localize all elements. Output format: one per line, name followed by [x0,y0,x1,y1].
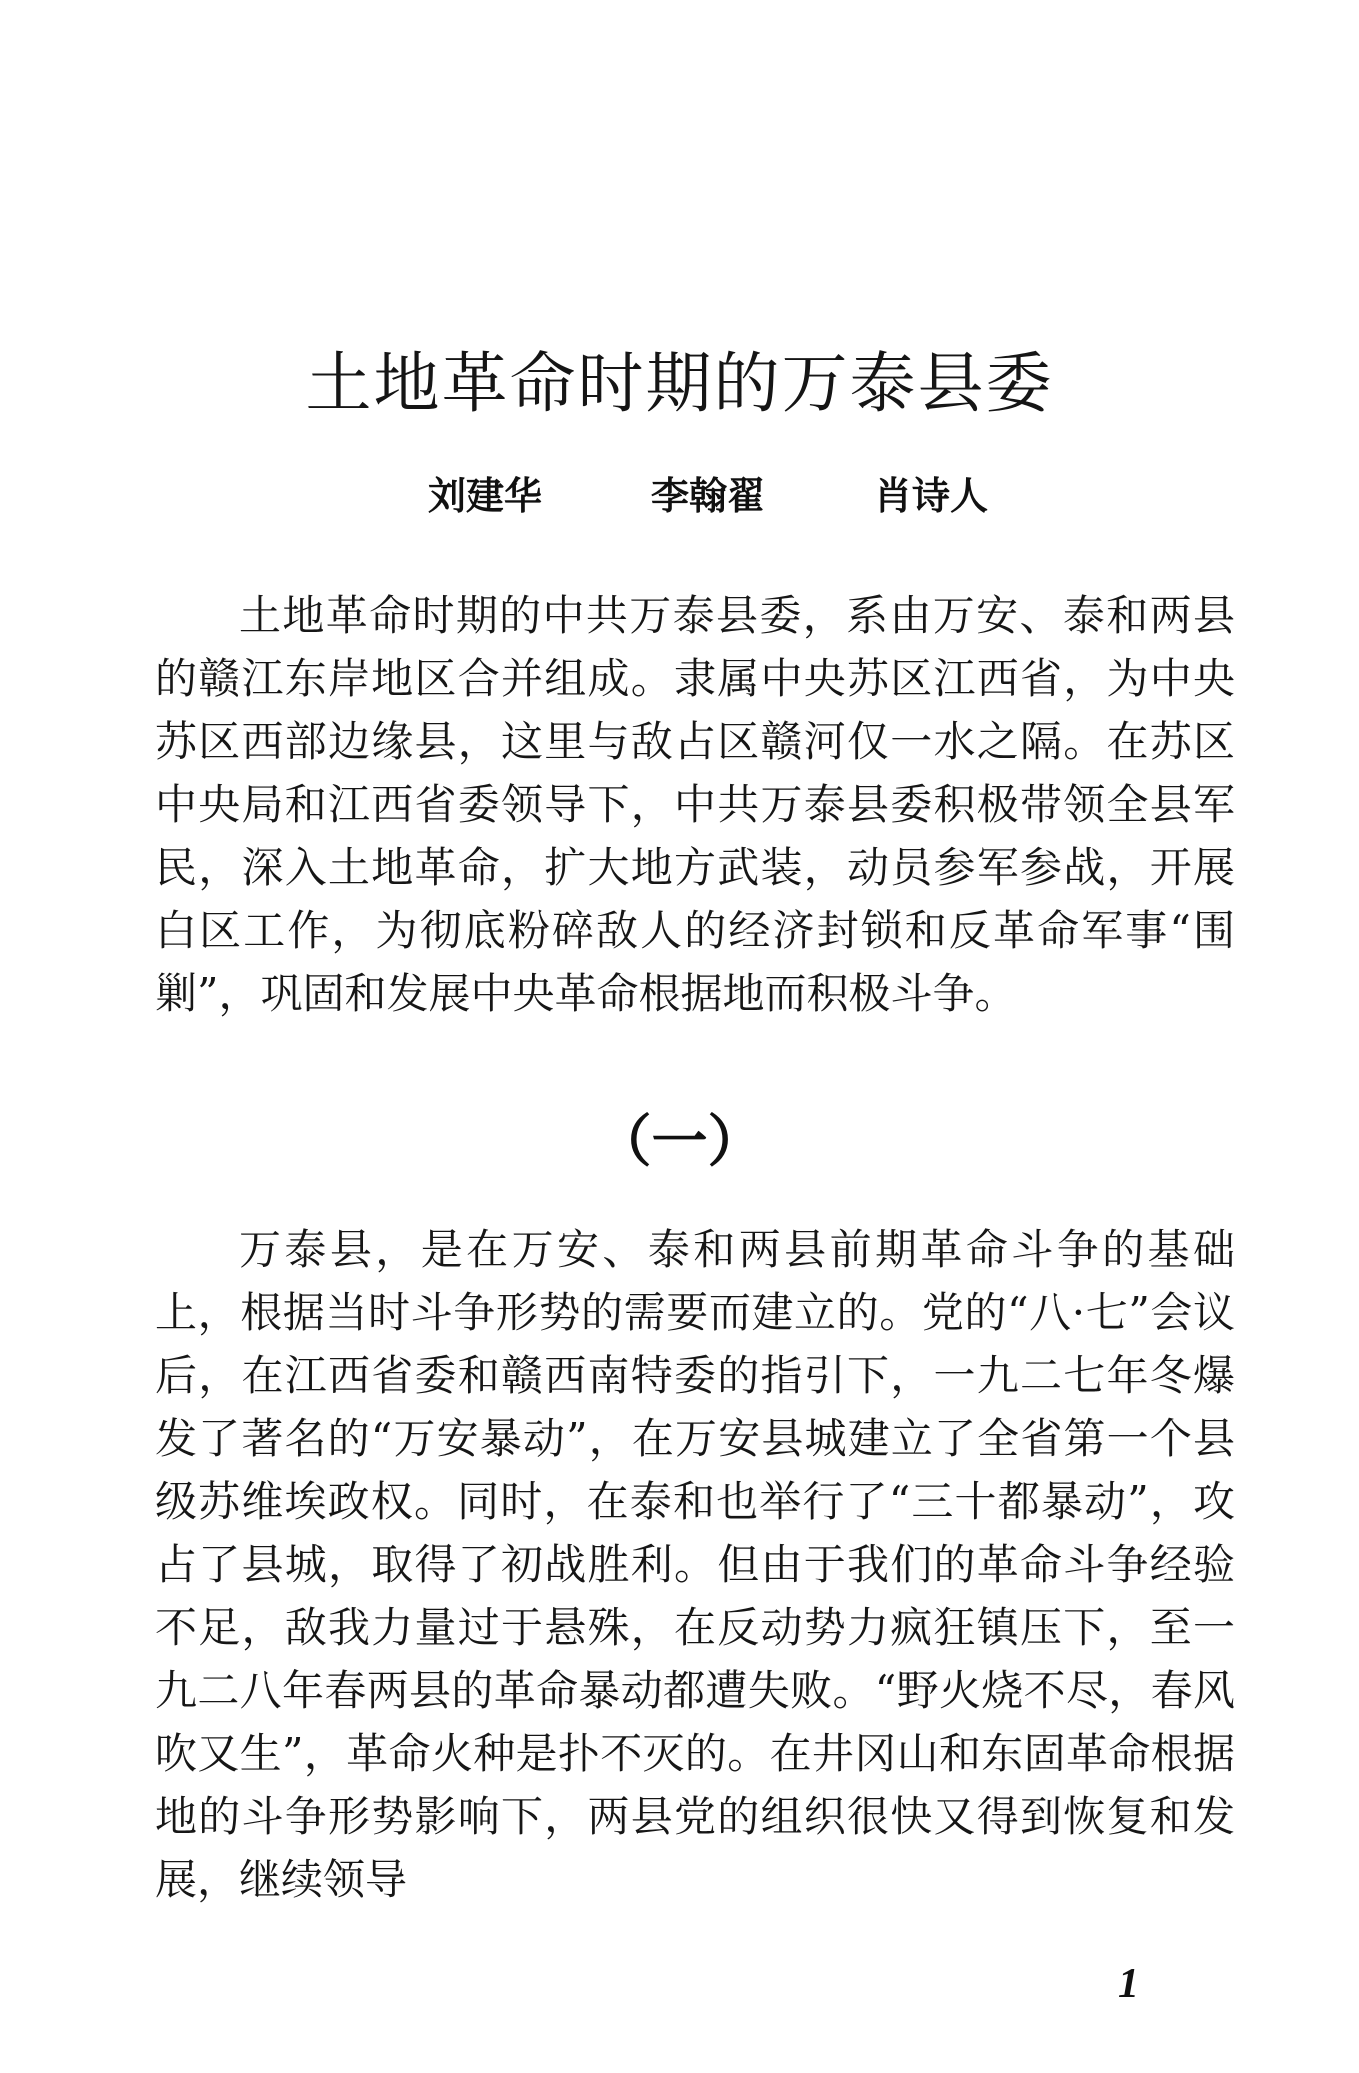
author-name: 李翰翟 [650,474,765,518]
intro-paragraph: 土地革命时期的中共万泰县委，系由万安、泰和两县的赣江东岸地区合并组成。隶属中央苏区江西省，为中央苏区西部边缘县，这里与敌占区赣河仅一水之隔。在苏区中央局和江西省委领导下，中共万泰县委积极带领全县军民，深入土地革命，扩大地方武装，动员参军参战，开展白区工作，为彻底粉碎敌人的经济封锁和反革命军事“围剿”，巩固和发展中央革命根据地而积极斗争。 [155,591,1235,1018]
section-heading: （一） [595,1110,764,1175]
author-list [428,465,988,520]
author-name: 刘建华 [428,474,543,518]
author-name: 肖诗人 [873,474,988,518]
article-title: 土地革命时期的万泰县委 [305,345,1054,422]
page-number: 1 [1118,1961,1139,2007]
body-paragraph: 万泰县，是在万安、泰和两县前期革命斗争的基础上，根据当时斗争形势的需要而建立的。党的“八·七”会议后，在江西省委和赣西南特委的指引下，一九二七年冬爆发了著名的“万安暴动”，在万安县城建立了全省第一个县级苏维埃政权。同时，在泰和也举行了“三十都暴动”，攻占了县城，取得了初战胜利。但由于我们的革命斗争经验不足，敌我力量过于悬殊，在反动势力疯狂镇压下，至一九二八年春两县的革命暴动都遭失败。“野火烧不尽，春风吹又生”，革命火种是扑不灭的。在井冈山和东固革命根据地的斗争形势影响下，两县党的组织很快又得到恢复和发展，继续领导 [155,1225,1235,1904]
